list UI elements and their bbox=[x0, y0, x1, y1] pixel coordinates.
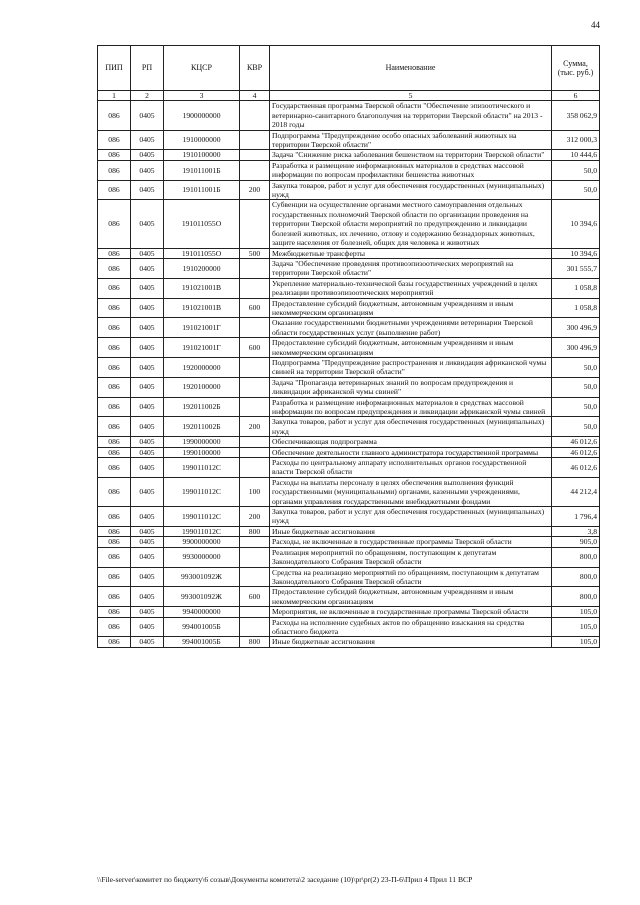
table-row bbox=[98, 338, 600, 358]
table-row bbox=[98, 130, 600, 150]
cell-sum: 1 058,8 bbox=[552, 278, 600, 298]
cell-rp: 0405 bbox=[131, 477, 164, 506]
cell-sum: 50,0 bbox=[552, 397, 600, 417]
table-row bbox=[98, 357, 600, 377]
cell-kvr: 600 bbox=[240, 298, 270, 318]
cell-rp: 0405 bbox=[131, 458, 164, 478]
cell-kvr bbox=[240, 200, 270, 248]
cell-name: Закупка товаров, работ и услуг для обеспечения государственных (муниципальных) нужд bbox=[270, 180, 552, 200]
cell-pip: 086 bbox=[98, 607, 131, 617]
cell-kcsr: 993001092Ж bbox=[164, 567, 240, 587]
cell-kcsr: 1990100000 bbox=[164, 447, 240, 457]
cell-pip: 086 bbox=[98, 377, 131, 397]
cell-kvr bbox=[240, 150, 270, 160]
cell-kcsr: 994001005Б bbox=[164, 617, 240, 637]
col-header-name: Наименование bbox=[270, 46, 552, 91]
cell-sum: 10 444,6 bbox=[552, 150, 600, 160]
col-header-rp: РП bbox=[131, 46, 164, 91]
cell-sum: 300 496,9 bbox=[552, 318, 600, 338]
cell-name: Подпрограмма "Предупреждение распространения и ликвидация африканской чумы свиней на территории Тверской области" bbox=[270, 357, 552, 377]
cell-kcsr: 192011002Б bbox=[164, 417, 240, 437]
cell-kvr bbox=[240, 447, 270, 457]
cell-name: Оказание государственными бюджетными учреждениями ветеринарии Тверской области государственных услуг (выполнение работ) bbox=[270, 318, 552, 338]
table-row bbox=[98, 637, 600, 647]
cell-sum: 301 555,7 bbox=[552, 258, 600, 278]
cell-kcsr: 191021001Г bbox=[164, 338, 240, 358]
table-row bbox=[98, 248, 600, 258]
table-row bbox=[98, 397, 600, 417]
cell-pip: 086 bbox=[98, 617, 131, 637]
cell-kvr bbox=[240, 278, 270, 298]
cell-kvr bbox=[240, 537, 270, 547]
cell-name: Субвенции на осуществление органами местного самоуправления отдельных государственных полномочий Тверской области по организации проведения на территории Тверской области мероприятий по предупреждению и ликвидации болезней животных, их лечению, отлову и содержанию безнадзорных животных, защите населения от болезней, общих для человека и животных bbox=[270, 200, 552, 248]
cell-kvr bbox=[240, 357, 270, 377]
cell-kvr bbox=[240, 397, 270, 417]
cell-sum: 105,0 bbox=[552, 607, 600, 617]
table-row bbox=[98, 278, 600, 298]
cell-sum: 800,0 bbox=[552, 547, 600, 567]
table-row bbox=[98, 318, 600, 338]
cell-rp: 0405 bbox=[131, 278, 164, 298]
cell-pip: 086 bbox=[98, 397, 131, 417]
cell-name: Межбюджетные трансферты bbox=[270, 248, 552, 258]
cell-rp: 0405 bbox=[131, 587, 164, 607]
table-row bbox=[98, 417, 600, 437]
cell-kcsr: 994001005Б bbox=[164, 637, 240, 647]
table-row bbox=[98, 507, 600, 527]
table-row bbox=[98, 377, 600, 397]
cell-kcsr: 1910100000 bbox=[164, 150, 240, 160]
cell-pip: 086 bbox=[98, 130, 131, 150]
cell-sum: 50,0 bbox=[552, 417, 600, 437]
cell-name: Разработка и размещение информационных материалов в средствах массовой информации по вопросам профилактики бешенства животных bbox=[270, 160, 552, 180]
cell-kcsr: 191021001В bbox=[164, 278, 240, 298]
cell-sum: 105,0 bbox=[552, 637, 600, 647]
table-row bbox=[98, 477, 600, 506]
cell-kvr bbox=[240, 547, 270, 567]
cell-kvr bbox=[240, 258, 270, 278]
cell-pip: 086 bbox=[98, 507, 131, 527]
cell-kvr: 600 bbox=[240, 587, 270, 607]
cell-kvr: 500 bbox=[240, 248, 270, 258]
cell-pip: 086 bbox=[98, 258, 131, 278]
cell-sum: 46 012,6 bbox=[552, 437, 600, 447]
page-number: 44 bbox=[591, 20, 600, 30]
table-row bbox=[98, 101, 600, 130]
col-index: 5 bbox=[270, 91, 552, 101]
cell-kvr bbox=[240, 437, 270, 447]
cell-sum: 10 394,6 bbox=[552, 200, 600, 248]
cell-name: Обеспечение деятельности главного администратора государственной программы bbox=[270, 447, 552, 457]
cell-sum: 105,0 bbox=[552, 617, 600, 637]
budget-table bbox=[97, 45, 600, 648]
file-path-footer: \\File-server\комитет по бюджету\6 созыв\Документы комитета\2 заседание (10)\pr\pr(2) 23-П-6\Прил 4 Прил 11 ВСР bbox=[97, 875, 473, 884]
table-row bbox=[98, 617, 600, 637]
column-index-row bbox=[98, 91, 600, 101]
cell-rp: 0405 bbox=[131, 160, 164, 180]
cell-sum: 3,8 bbox=[552, 526, 600, 536]
cell-name: Укрепление материально-технической базы государственных учреждений в целях реализации противоэпизоотических мероприятий bbox=[270, 278, 552, 298]
cell-name: Предоставление субсидий бюджетным, автономным учреждениям и иным некоммерческим организациям bbox=[270, 587, 552, 607]
cell-sum: 50,0 bbox=[552, 377, 600, 397]
cell-kvr bbox=[240, 458, 270, 478]
cell-name: Закупка товаров, работ и услуг для обеспечения государственных (муниципальных) нужд bbox=[270, 507, 552, 527]
cell-kvr: 200 bbox=[240, 417, 270, 437]
cell-kvr: 600 bbox=[240, 338, 270, 358]
cell-kcsr: 1910200000 bbox=[164, 258, 240, 278]
cell-kcsr: 199011012С bbox=[164, 458, 240, 478]
table-row bbox=[98, 567, 600, 587]
cell-sum: 800,0 bbox=[552, 567, 600, 587]
table-row bbox=[98, 160, 600, 180]
col-index: 6 bbox=[552, 91, 600, 101]
cell-kvr bbox=[240, 567, 270, 587]
cell-pip: 086 bbox=[98, 526, 131, 536]
cell-name: Задача "Снижение риска заболевания бешенством на территории Тверской области" bbox=[270, 150, 552, 160]
col-index: 4 bbox=[240, 91, 270, 101]
cell-rp: 0405 bbox=[131, 258, 164, 278]
cell-sum: 50,0 bbox=[552, 357, 600, 377]
cell-pip: 086 bbox=[98, 150, 131, 160]
table-row bbox=[98, 458, 600, 478]
cell-pip: 086 bbox=[98, 458, 131, 478]
cell-rp: 0405 bbox=[131, 200, 164, 248]
cell-name: Предоставление субсидий бюджетным, автономным учреждениям и иным некоммерческим организациям bbox=[270, 338, 552, 358]
cell-rp: 0405 bbox=[131, 637, 164, 647]
table-row bbox=[98, 526, 600, 536]
cell-kcsr: 9940000000 bbox=[164, 607, 240, 617]
cell-kcsr: 9930000000 bbox=[164, 547, 240, 567]
cell-name: Задача "Пропаганда ветеринарных знаний по вопросам предупреждения и ликвидации африканской чумы свиней" bbox=[270, 377, 552, 397]
cell-sum: 800,0 bbox=[552, 587, 600, 607]
cell-sum: 300 496,9 bbox=[552, 338, 600, 358]
table-row bbox=[98, 150, 600, 160]
cell-rp: 0405 bbox=[131, 377, 164, 397]
cell-kcsr: 1920100000 bbox=[164, 377, 240, 397]
cell-rp: 0405 bbox=[131, 357, 164, 377]
cell-name: Расходы по центральному аппарату исполнительных органов государственной власти Тверской области bbox=[270, 458, 552, 478]
cell-rp: 0405 bbox=[131, 507, 164, 527]
cell-kcsr: 199011012С bbox=[164, 507, 240, 527]
cell-sum: 46 012,6 bbox=[552, 458, 600, 478]
cell-name: Иные бюджетные ассигнования bbox=[270, 526, 552, 536]
cell-name: Разработка и размещение информационных материалов в средствах массовой информации по вопросам предупреждения и ликвидации африканской чумы свиней bbox=[270, 397, 552, 417]
cell-pip: 086 bbox=[98, 567, 131, 587]
table-row bbox=[98, 607, 600, 617]
cell-rp: 0405 bbox=[131, 437, 164, 447]
cell-rp: 0405 bbox=[131, 417, 164, 437]
cell-kcsr: 1990000000 bbox=[164, 437, 240, 447]
cell-pip: 086 bbox=[98, 417, 131, 437]
cell-kcsr: 191011055О bbox=[164, 200, 240, 248]
cell-rp: 0405 bbox=[131, 101, 164, 130]
cell-pip: 086 bbox=[98, 318, 131, 338]
cell-kcsr: 191021001В bbox=[164, 298, 240, 318]
cell-kvr bbox=[240, 130, 270, 150]
cell-name: Обеспечивающая подпрограмма bbox=[270, 437, 552, 447]
cell-kvr: 200 bbox=[240, 507, 270, 527]
cell-sum: 1 796,4 bbox=[552, 507, 600, 527]
cell-rp: 0405 bbox=[131, 397, 164, 417]
cell-kvr: 800 bbox=[240, 526, 270, 536]
cell-rp: 0405 bbox=[131, 567, 164, 587]
cell-kcsr: 1900000000 bbox=[164, 101, 240, 130]
cell-rp: 0405 bbox=[131, 298, 164, 318]
cell-kcsr: 199011012С bbox=[164, 526, 240, 536]
cell-pip: 086 bbox=[98, 547, 131, 567]
cell-name: Задача "Обеспечение проведения противоэпизоотических мероприятий на территории Тверской области" bbox=[270, 258, 552, 278]
cell-pip: 086 bbox=[98, 298, 131, 318]
cell-rp: 0405 bbox=[131, 547, 164, 567]
col-header-kcsr: КЦСР bbox=[164, 46, 240, 91]
cell-kcsr: 1920000000 bbox=[164, 357, 240, 377]
cell-sum: 358 062,9 bbox=[552, 101, 600, 130]
cell-pip: 086 bbox=[98, 180, 131, 200]
cell-sum: 50,0 bbox=[552, 180, 600, 200]
cell-pip: 086 bbox=[98, 477, 131, 506]
col-index: 2 bbox=[131, 91, 164, 101]
cell-rp: 0405 bbox=[131, 180, 164, 200]
cell-pip: 086 bbox=[98, 160, 131, 180]
cell-rp: 0405 bbox=[131, 150, 164, 160]
cell-kcsr: 1910000000 bbox=[164, 130, 240, 150]
cell-sum: 44 212,4 bbox=[552, 477, 600, 506]
cell-kvr bbox=[240, 318, 270, 338]
cell-kcsr: 191021001Г bbox=[164, 318, 240, 338]
cell-kvr: 200 bbox=[240, 180, 270, 200]
table-row bbox=[98, 437, 600, 447]
table-row bbox=[98, 180, 600, 200]
cell-name: Расходы на выплаты персоналу в целях обеспечения выполнения функций государственными (муниципальными) органами, казенными учреждениями, органами управления государственными внебюджетными фондами bbox=[270, 477, 552, 506]
cell-pip: 086 bbox=[98, 447, 131, 457]
cell-kvr: 100 bbox=[240, 477, 270, 506]
cell-kcsr: 199011012С bbox=[164, 477, 240, 506]
cell-pip: 086 bbox=[98, 637, 131, 647]
col-header-kvr: КВР bbox=[240, 46, 270, 91]
table-row bbox=[98, 537, 600, 547]
col-index: 1 bbox=[98, 91, 131, 101]
cell-rp: 0405 bbox=[131, 526, 164, 536]
table-row bbox=[98, 587, 600, 607]
col-index: 3 bbox=[164, 91, 240, 101]
cell-kvr bbox=[240, 617, 270, 637]
cell-name: Расходы на исполнение судебных актов по обращению взыскания на средства областного бюджета bbox=[270, 617, 552, 637]
cell-kvr bbox=[240, 160, 270, 180]
cell-name: Подпрограмма "Предупреждение особо опасных заболеваний животных на территории Тверской области" bbox=[270, 130, 552, 150]
cell-name: Закупка товаров, работ и услуг для обеспечения государственных (муниципальных) нужд bbox=[270, 417, 552, 437]
cell-rp: 0405 bbox=[131, 447, 164, 457]
cell-rp: 0405 bbox=[131, 617, 164, 637]
cell-pip: 086 bbox=[98, 200, 131, 248]
col-header-sum: Сумма, (тыс. руб.) bbox=[552, 46, 600, 91]
cell-pip: 086 bbox=[98, 101, 131, 130]
header-row bbox=[98, 46, 600, 91]
cell-kvr bbox=[240, 101, 270, 130]
cell-sum: 312 000,3 bbox=[552, 130, 600, 150]
cell-name: Мероприятия, не включенные в государственные программы Тверской области bbox=[270, 607, 552, 617]
cell-kcsr: 9900000000 bbox=[164, 537, 240, 547]
cell-pip: 086 bbox=[98, 248, 131, 258]
cell-kcsr: 993001092Ж bbox=[164, 587, 240, 607]
cell-kcsr: 192011002Б bbox=[164, 397, 240, 417]
col-header-pip: ПИП bbox=[98, 46, 131, 91]
cell-pip: 086 bbox=[98, 537, 131, 547]
cell-name: Реализация мероприятий по обращениям, поступающим к депутатам Законодательного Собрания Тверской области bbox=[270, 547, 552, 567]
cell-kcsr: 191011055О bbox=[164, 248, 240, 258]
cell-sum: 10 394,6 bbox=[552, 248, 600, 258]
cell-pip: 086 bbox=[98, 357, 131, 377]
cell-rp: 0405 bbox=[131, 318, 164, 338]
cell-sum: 50,0 bbox=[552, 160, 600, 180]
table-row bbox=[98, 200, 600, 248]
cell-sum: 46 012,6 bbox=[552, 447, 600, 457]
cell-kvr: 800 bbox=[240, 637, 270, 647]
cell-name: Иные бюджетные ассигнования bbox=[270, 637, 552, 647]
cell-pip: 086 bbox=[98, 587, 131, 607]
cell-kvr bbox=[240, 377, 270, 397]
table-row bbox=[98, 258, 600, 278]
cell-pip: 086 bbox=[98, 437, 131, 447]
cell-rp: 0405 bbox=[131, 338, 164, 358]
cell-kcsr: 191011001Б bbox=[164, 160, 240, 180]
cell-rp: 0405 bbox=[131, 248, 164, 258]
cell-sum: 905,0 bbox=[552, 537, 600, 547]
cell-rp: 0405 bbox=[131, 607, 164, 617]
cell-sum: 1 058,8 bbox=[552, 298, 600, 318]
cell-kcsr: 191011001Б bbox=[164, 180, 240, 200]
cell-name: Предоставление субсидий бюджетным, автономным учреждениям и иным некоммерческим организациям bbox=[270, 298, 552, 318]
cell-pip: 086 bbox=[98, 338, 131, 358]
cell-name: Средства на реализацию мероприятий по обращениям, поступающим к депутатам Законодательного Собрания Тверской области bbox=[270, 567, 552, 587]
table-row bbox=[98, 547, 600, 567]
cell-kvr bbox=[240, 607, 270, 617]
table-row bbox=[98, 298, 600, 318]
table-row bbox=[98, 447, 600, 457]
cell-name: Государственная программа Тверской области "Обеспечение эпизоотического и ветеринарно-санитарного благополучия на территории Тверской области" на 2013 - 2018 годы bbox=[270, 101, 552, 130]
cell-rp: 0405 bbox=[131, 537, 164, 547]
cell-rp: 0405 bbox=[131, 130, 164, 150]
cell-name: Расходы, не включенные в государственные программы Тверской области bbox=[270, 537, 552, 547]
cell-pip: 086 bbox=[98, 278, 131, 298]
